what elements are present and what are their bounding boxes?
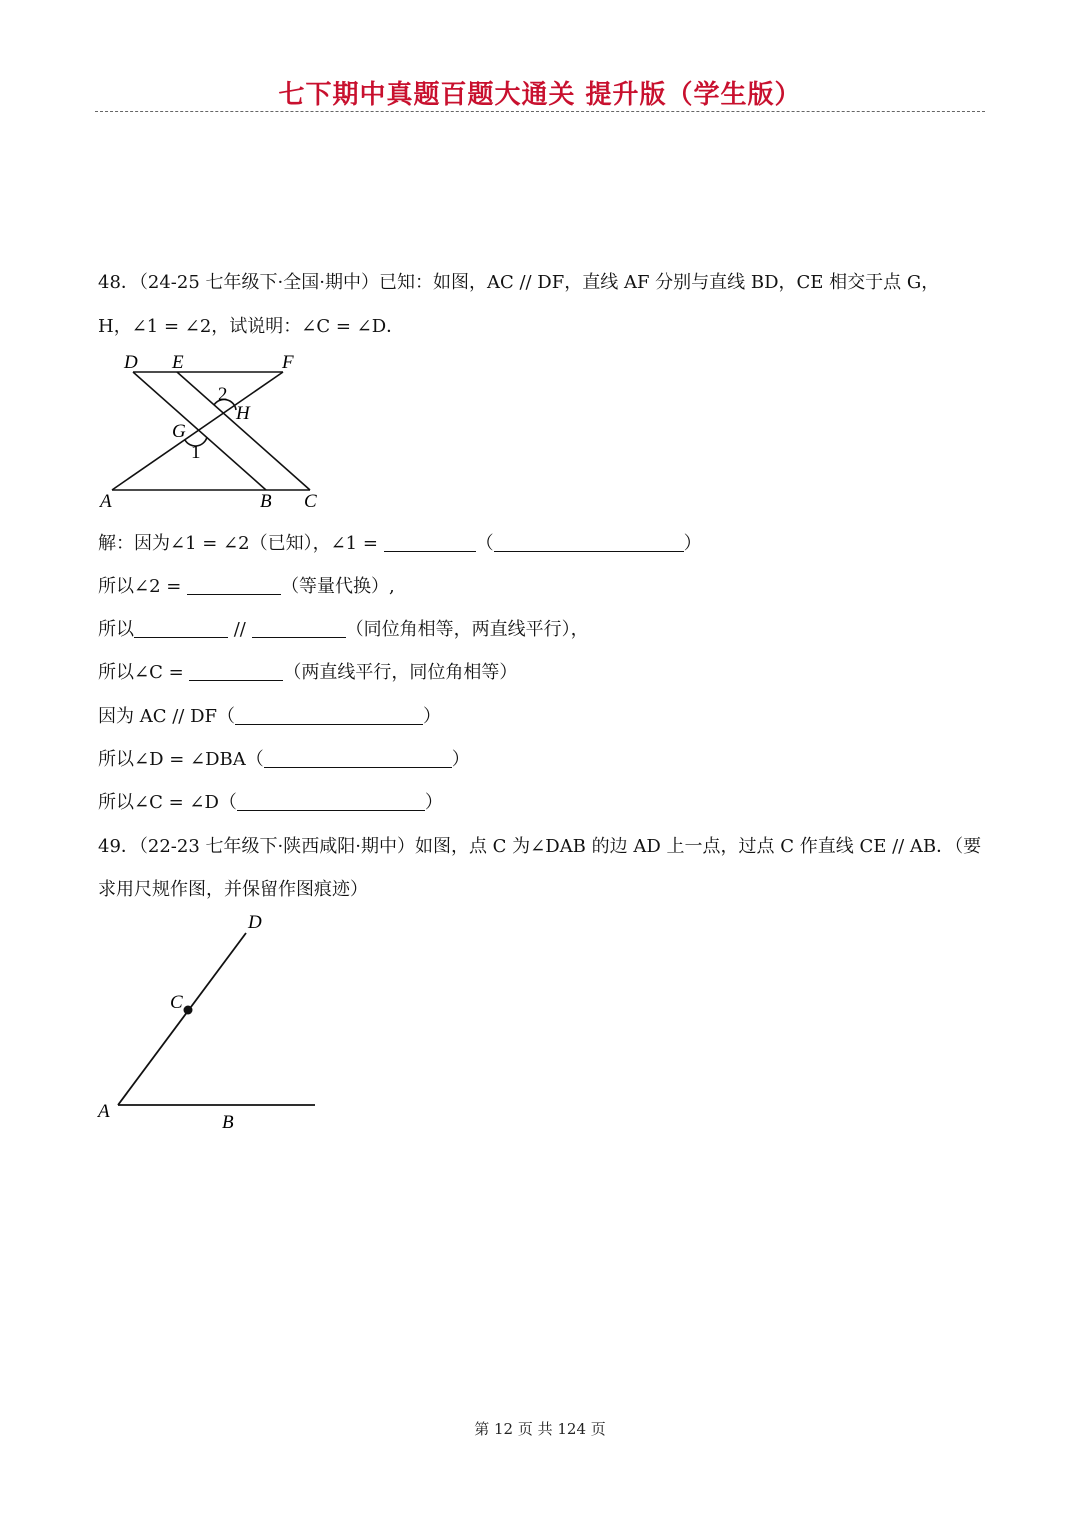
answer-blank[interactable] xyxy=(187,576,281,595)
answer-blank[interactable] xyxy=(134,619,228,638)
sol2-prefix: 所以∠2 = xyxy=(98,576,188,597)
label-E: E xyxy=(172,352,184,373)
sol7-suffix: ） xyxy=(424,792,443,813)
label-A: A xyxy=(98,1101,110,1122)
sol1-paren-open: （ xyxy=(475,533,494,554)
answer-blank[interactable] xyxy=(384,533,476,552)
reason-blank[interactable] xyxy=(237,792,425,811)
label-F: F xyxy=(282,352,294,373)
label-2: 2 xyxy=(218,384,228,405)
reason-blank[interactable] xyxy=(494,533,684,552)
q49-statement-line1: 49．（22-23 七年级下·陕西咸阳·期中）如图，点 C 为∠DAB 的边 AD 上一点，过点 C 作直线 CE // AB．（要 xyxy=(98,836,982,857)
q48-figure xyxy=(95,345,335,515)
reason-blank[interactable] xyxy=(264,749,452,768)
header-divider xyxy=(95,111,985,112)
q49-figure xyxy=(90,905,330,1135)
q48-solution-line6 xyxy=(98,745,470,771)
point-C xyxy=(184,1006,193,1015)
answer-blank[interactable] xyxy=(189,662,283,681)
label-C: C xyxy=(304,491,317,512)
q48-statement-line2: H，∠1 = ∠2，试说明：∠C = ∠D． xyxy=(98,316,405,337)
ray-AD xyxy=(118,933,246,1105)
sol4-prefix: 所以∠C = xyxy=(98,662,190,683)
label-H: H xyxy=(236,403,250,424)
sol6-prefix: 所以∠D = ∠DBA（ xyxy=(98,749,264,770)
label-1: 1 xyxy=(191,442,201,463)
q48-solution-line7 xyxy=(98,788,443,814)
sol3-reason: （同位角相等，两直线平行）， xyxy=(345,619,589,640)
label-A: A xyxy=(100,491,112,512)
label-G: G xyxy=(172,421,186,442)
q48-statement-line1: 48．（24-25 七年级下·全国·期中）已知：如图，AC // DF，直线 AF 分别与直线 BD，CE 相交于点 G， xyxy=(98,272,940,293)
sol4-reason: （两直线平行，同位角相等） xyxy=(283,662,518,683)
reason-blank[interactable] xyxy=(235,706,423,725)
q48-solution-line2 xyxy=(98,572,395,598)
sol1-paren-close: ） xyxy=(683,533,702,554)
line-DB xyxy=(133,372,266,490)
sol7-prefix: 所以∠C = ∠D（ xyxy=(98,792,237,813)
sol3-prefix: 所以 xyxy=(98,619,134,640)
label-D: D xyxy=(124,352,138,373)
q48-solution-line3 xyxy=(98,615,589,641)
q48-solution-line1 xyxy=(98,529,702,555)
sol5-prefix: 因为 AC // DF（ xyxy=(98,706,235,727)
label-B: B xyxy=(260,491,272,512)
answer-blank[interactable] xyxy=(252,619,346,638)
sol5-suffix: ） xyxy=(423,706,441,727)
parallel-symbol: // xyxy=(228,619,252,640)
sol6-suffix: ） xyxy=(451,749,470,770)
label-C: C xyxy=(170,992,183,1013)
label-B: B xyxy=(222,1112,234,1133)
label-D: D xyxy=(248,912,262,933)
q48-solution-line4 xyxy=(98,658,517,684)
q49-statement-line2: 求用尺规作图，并保留作图痕迹） xyxy=(98,879,368,900)
page-footer: 第 12 页 共 124 页 xyxy=(474,1420,606,1438)
sol2-reason: （等量代换）, xyxy=(281,576,395,597)
q48-solution-line5 xyxy=(98,702,441,728)
sol1-text: 解：因为∠1 = ∠2（已知），∠1 = xyxy=(98,533,384,554)
page-header-title: 七下期中真题百题大通关 提升版（学生版） xyxy=(278,80,802,110)
